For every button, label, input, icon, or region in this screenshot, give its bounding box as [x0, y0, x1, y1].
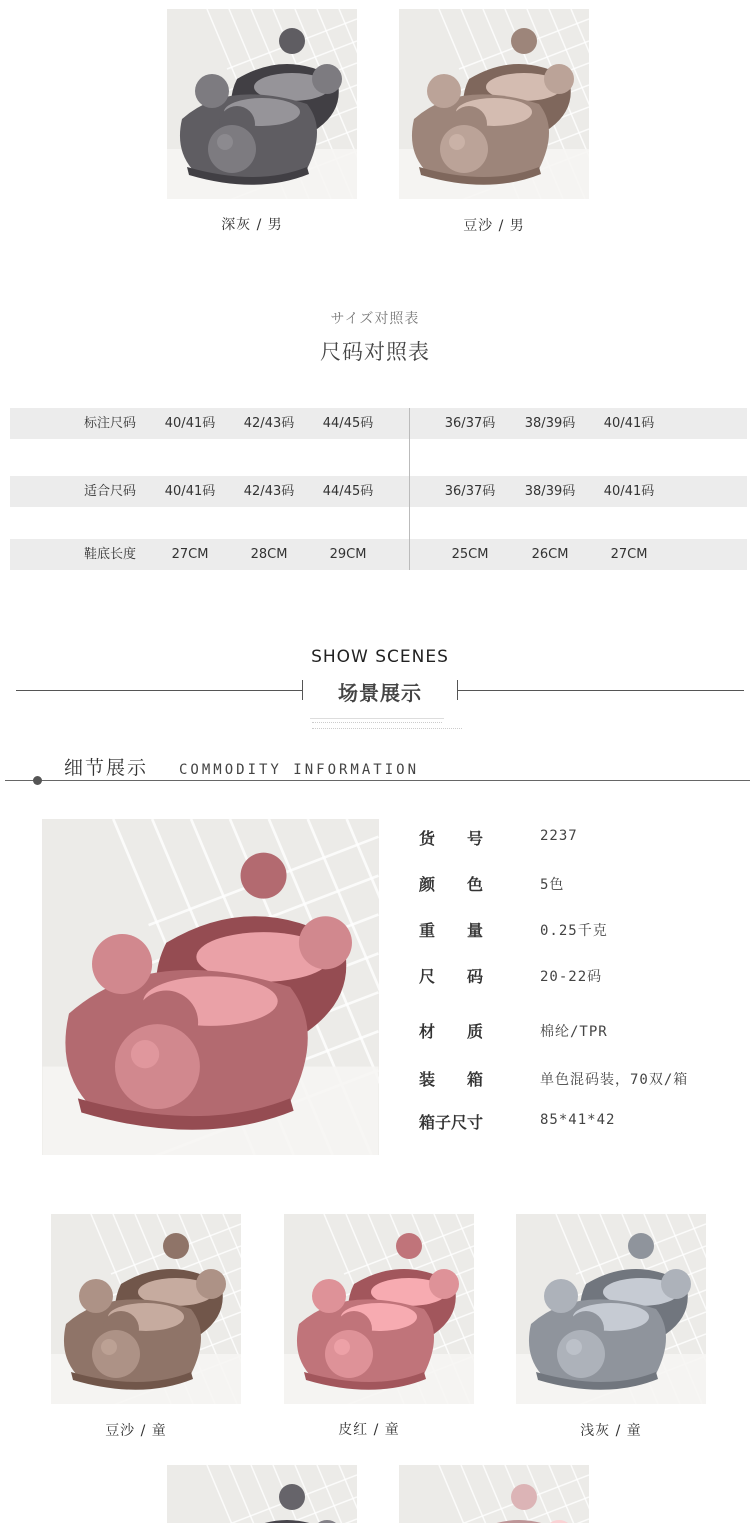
- table-divider: [409, 408, 410, 570]
- table-cell: 27CM: [171, 547, 209, 562]
- product-photo-leather-red-kids: [284, 1214, 474, 1404]
- table-cell: 29CM: [329, 547, 367, 562]
- scenes-left-rule: [16, 690, 303, 691]
- table-cell: 44/45码: [322, 484, 374, 499]
- table-cell: 40/41码: [164, 484, 216, 499]
- table-cell: 27CM: [610, 547, 648, 562]
- table-cell: 25CM: [451, 547, 489, 562]
- product-photo-partial-pink: [399, 1465, 589, 1523]
- spec-label-item-no: 货 号: [419, 829, 484, 848]
- scenes-title-en: SHOW SCENES: [311, 647, 449, 667]
- size-chart-subtitle: サイズ对照表: [330, 311, 420, 327]
- product-photo-bean-paste-men: [399, 9, 589, 199]
- caption-light-gray-kids: 浅灰 / 童: [580, 1423, 642, 1439]
- table-cell: 28CM: [250, 547, 288, 562]
- spec-label-material: 材 质: [419, 1022, 484, 1041]
- caption-dark-gray-men: 深灰 / 男: [221, 217, 283, 233]
- detail-title-en: COMMODITY INFORMATION: [179, 762, 420, 778]
- table-cell: 40/41码: [603, 484, 655, 499]
- product-photo-light-gray-kids: [516, 1214, 706, 1404]
- table-cell: 38/39码: [524, 416, 576, 431]
- table-cell: 44/45码: [322, 416, 374, 431]
- scenes-right-rule: [458, 690, 744, 691]
- spec-label-box-size: 箱子尺寸: [419, 1113, 484, 1132]
- product-photo-partial-gray: [167, 1465, 357, 1523]
- detail-title-cn: 细节展示: [64, 757, 149, 779]
- spec-value-weight: 0.25千克: [540, 923, 608, 939]
- row-label: 适合尺码: [83, 484, 136, 499]
- spec-value-item-no: 2237: [540, 828, 578, 844]
- table-cell: 38/39码: [524, 484, 576, 499]
- spec-value-size: 20-22码: [540, 969, 603, 985]
- size-table-row: [10, 476, 747, 507]
- size-table-row: [10, 408, 747, 439]
- table-cell: 36/37码: [444, 416, 496, 431]
- size-table-row: [10, 539, 747, 570]
- table-cell: 36/37码: [444, 484, 496, 499]
- spec-label-size: 尺 码: [419, 967, 484, 986]
- table-cell: 40/41码: [603, 416, 655, 431]
- scenes-title-cn: 场景展示: [338, 681, 422, 705]
- main-product-photo: [42, 819, 379, 1155]
- detail-rule: [5, 780, 750, 781]
- size-chart-title: 尺码对照表: [320, 340, 430, 364]
- spec-label-color: 颜 色: [419, 875, 484, 894]
- spec-label-packing: 装 箱: [419, 1070, 484, 1089]
- product-photo-dark-gray-men: [167, 9, 357, 199]
- caption-leather-red-kids: 皮红 / 童: [338, 1422, 400, 1438]
- spec-value-color: 5色: [540, 877, 565, 893]
- product-photo-bean-paste-kids: [51, 1214, 241, 1404]
- detail-rule-dot: [33, 776, 42, 785]
- spec-value-packing: 单色混码装，70双/箱: [540, 1072, 689, 1088]
- caption-bean-paste-men: 豆沙 / 男: [463, 218, 525, 234]
- table-cell: 26CM: [531, 547, 569, 562]
- row-label: 标注尺码: [83, 416, 136, 431]
- spec-value-box-size: 85*41*42: [540, 1112, 616, 1128]
- spec-value-material: 棉纶/TPR: [540, 1024, 608, 1040]
- row-label: 鞋底长度: [83, 547, 136, 562]
- caption-bean-paste-kids: 豆沙 / 童: [105, 1423, 167, 1439]
- spec-label-weight: 重 量: [419, 921, 484, 940]
- table-cell: 40/41码: [164, 416, 216, 431]
- table-cell: 42/43码: [243, 416, 295, 431]
- table-cell: 42/43码: [243, 484, 295, 499]
